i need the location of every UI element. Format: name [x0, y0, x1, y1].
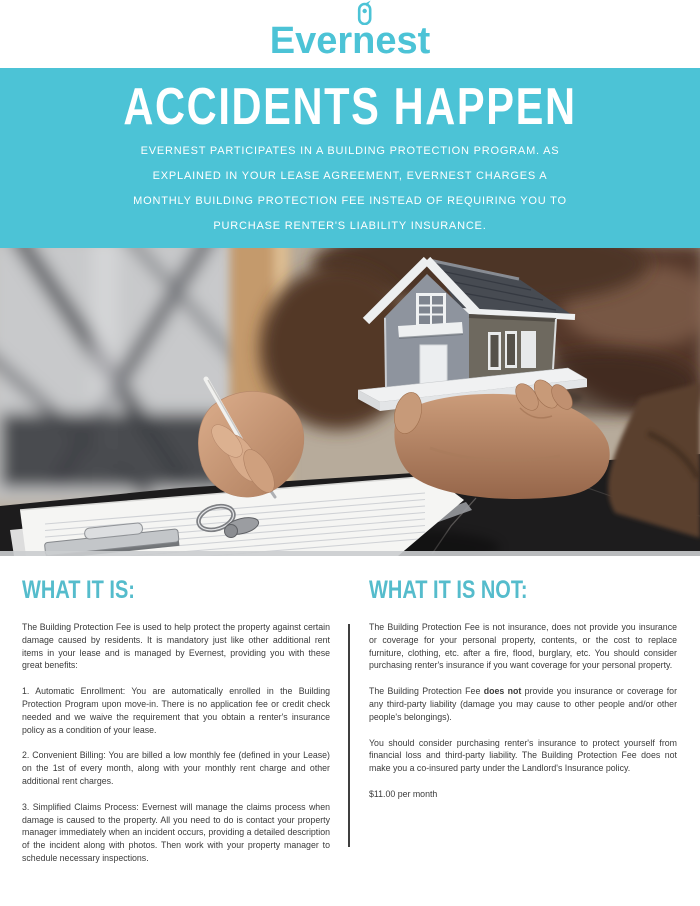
photo-bottom-edge	[0, 551, 700, 556]
paragraph	[369, 685, 677, 723]
logo-text-pre: Ever	[269, 20, 353, 62]
evernest-logo	[270, 22, 431, 68]
content-columns	[0, 556, 700, 865]
banner-subtitle-line: MONTHLY BUILDING PROTECTION FEE INSTEAD OF REQUIRING YOU TO	[133, 195, 567, 207]
header	[0, 0, 700, 68]
logo-text-mid: n	[352, 22, 375, 60]
paragraph-segment-bold: does not	[483, 686, 522, 697]
paragraph: 1. Automatic Enrollment: You are automatically enrolled in the Building Protection Program upon move-in. There is no application fee or credit check needed and we waive the requirement that you obtain a renter's insurance policy as a condition of your lease.	[22, 686, 330, 735]
hero-photo	[0, 248, 700, 556]
paragraph-segment: provide you insurance or coverage for any third-party liability (damage you may cause to other people and/or other people's belongings).	[369, 686, 677, 722]
birdhouse-icon	[356, 0, 373, 25]
what-it-is-heading: WHAT IT IS:	[22, 576, 135, 604]
paragraph: The Building Protection Fee is not insurance, does not provide you insurance or coverage for your personal property, contents, or the cost to replace furniture, clothing, etc. after a fire, flood, burglary, etc. You should consider purchasing renter's insurance if you want coverage for your personal property.	[369, 622, 677, 671]
paragraph: The Building Protection Fee is used to help protect the property against certain damage caused by residents. It is mandatory just like other additional rent items in your lease and is managed by Evernest, providing you with these great benefits:	[22, 622, 330, 671]
front-door	[420, 345, 447, 387]
banner	[0, 68, 700, 248]
paragraph-segment: The Building Protection Fee	[369, 686, 484, 697]
banner-subtitle-line: PURCHASE RENTER'S LIABILITY INSURANCE.	[213, 220, 487, 232]
column-divider	[348, 624, 350, 847]
banner-title: ACCIDENTS HAPPEN	[123, 78, 577, 136]
side-door	[521, 331, 536, 368]
paragraph: You should consider purchasing renter's insurance to protect yourself from financial loss and third-party liability. The Building Protection Fee does not make you a co-insured party under the Landlord's Insurance policy.	[369, 737, 677, 774]
price-line: $11.00 per month	[369, 788, 438, 799]
banner-subtitle-line: EVERNEST PARTICIPATES IN A BUILDING PROTECTION PROGRAM. AS	[140, 145, 560, 157]
paragraph: 3. Simplified Claims Process: Evernest will manage the claims process when damage is caused to the property. All you need to do is contact your property manager immediately when an incident occurs, providing a detailed description of the incident along with photos. Then work with your property manager to schedule necessary inspections.	[22, 801, 330, 863]
logo-text-post: est	[375, 20, 431, 62]
banner-subtitle	[0, 139, 700, 239]
column-what-it-is	[22, 577, 330, 865]
what-it-is-not-heading: WHAT IT IS NOT:	[369, 576, 528, 604]
photo-illustration	[0, 248, 700, 556]
paragraph: 2. Convenient Billing: You are billed a low monthly fee (defined in your Lease) on the 1st of every month, along with your monthly rent charge and other additional rent charges.	[22, 750, 330, 786]
banner-subtitle-line: EXPLAINED IN YOUR LEASE AGREEMENT, EVERNEST CHARGES A	[152, 170, 548, 182]
column-what-it-is-not	[369, 577, 677, 865]
